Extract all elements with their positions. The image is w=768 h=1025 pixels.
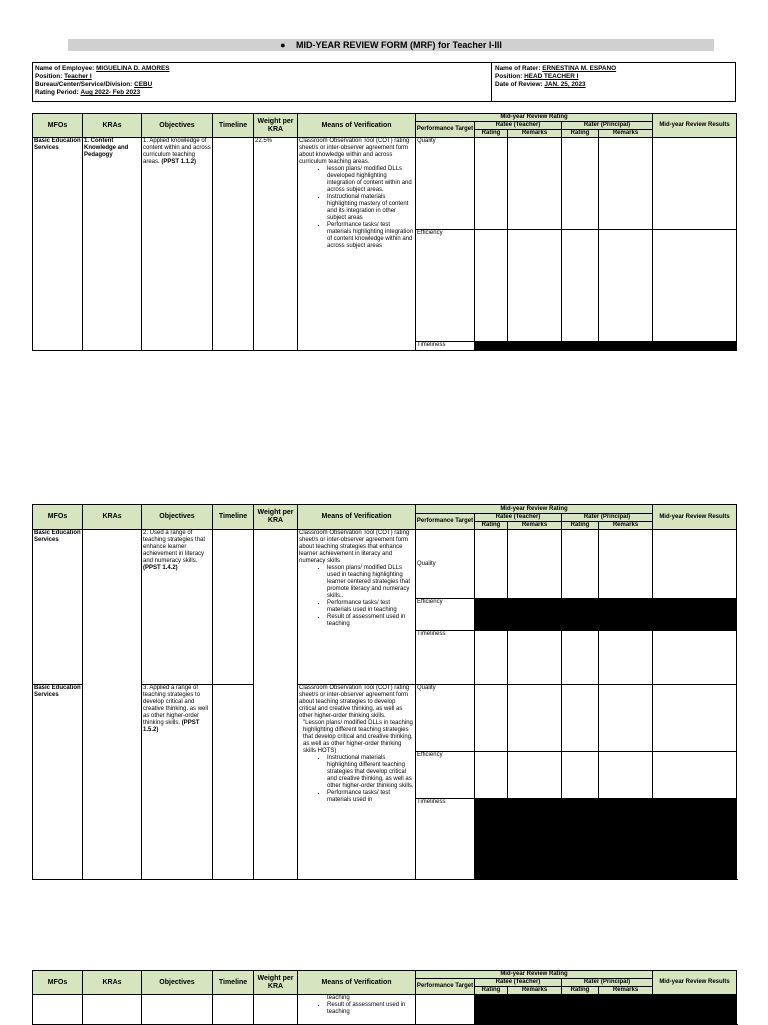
header-timeline: Timeline <box>213 505 254 530</box>
weight-cell <box>254 530 298 880</box>
results-cell[interactable] <box>653 685 737 752</box>
header-mfos: MFOs <box>33 114 83 138</box>
header-kras: KRAs <box>83 971 142 995</box>
mfo-cell <box>33 995 83 1025</box>
mov-item: • Performance tasks/ test materials used in teaching <box>327 600 414 614</box>
employee-position: Teacher I <box>64 73 92 80</box>
mov-intro: Classroom Observation Tool (COT) rating sheet/s or inter-observer agreement form about teaching strategies that enhance learner achievement in literacy and numeracy skills <box>299 530 410 564</box>
review-table-1 <box>32 113 737 351</box>
header-kras: KRAs <box>83 114 142 138</box>
timeline-cell <box>213 685 254 880</box>
objective-code: (PPST 1.1.2) <box>161 159 197 165</box>
mov-item: • Result of assessment used in teaching <box>327 1002 414 1016</box>
target-efficiency: Efficiency <box>416 230 475 342</box>
bullet-icon: ● <box>280 40 286 50</box>
mov-cell <box>298 530 416 685</box>
rater-remarks-cell[interactable] <box>599 138 653 230</box>
review-table-3 <box>32 970 737 1025</box>
header-results: Mid-year Review Results <box>653 971 737 995</box>
mov-item: • Result of assessment used in teaching <box>327 614 414 628</box>
target-timeliness: Timeliness <box>416 342 475 351</box>
header-timeline: Timeline <box>213 114 254 138</box>
target-quality: Quality <box>416 530 475 599</box>
mfo-cell: Basic Education Services <box>33 530 83 685</box>
mfo-cell: Basic Education Services <box>33 138 83 351</box>
ratee-remarks-cell[interactable] <box>508 752 562 799</box>
header-midyear-rating: Mid-year Review Rating <box>416 971 653 979</box>
rater-rating-cell[interactable] <box>562 138 599 230</box>
results-cell[interactable] <box>653 530 737 599</box>
ratee-remarks-cell[interactable] <box>508 530 562 599</box>
header-mfos: MFOs <box>33 505 83 530</box>
ratee-rating-cell[interactable] <box>475 631 508 685</box>
rater-remarks-cell[interactable] <box>599 230 653 342</box>
review-date-label: Date of Review: <box>495 81 543 88</box>
weight-cell: 22.5% <box>254 138 298 351</box>
ratee-remarks-cell[interactable] <box>508 685 562 752</box>
header-performance-target: Performance Target <box>416 122 475 138</box>
form-title <box>68 39 714 51</box>
rating-period-label: Rating Period: <box>35 89 79 96</box>
header-mfos: MFOs <box>33 971 83 995</box>
header-objectives: Objectives <box>142 114 213 138</box>
header-performance-target: Performance Target <box>416 514 475 530</box>
header-weight: Weight per KRA <box>254 114 298 138</box>
weight-cell <box>254 995 298 1025</box>
employee-name-label: Name of Employee: <box>35 65 95 72</box>
header-rater: Rater (Principal) <box>562 514 653 522</box>
mfo-cell: Basic Education Services <box>33 685 83 880</box>
header-ratee-remarks: Remarks <box>508 130 562 138</box>
results-cell[interactable] <box>653 230 737 342</box>
header-ratee-remarks: Remarks <box>508 987 562 995</box>
target-timeliness: Timeliness <box>416 799 475 880</box>
mov-cell <box>298 995 416 1025</box>
mov-cell <box>298 138 416 351</box>
rater-rating-cell[interactable] <box>562 752 599 799</box>
timeline-cell <box>213 138 254 351</box>
rater-remarks-cell[interactable] <box>599 685 653 752</box>
form-title-text: MID-YEAR REVIEW FORM (MRF) for Teacher I-III <box>296 40 502 50</box>
rater-position: HEAD TEACHER I <box>524 73 579 80</box>
mov-item: • Performance tasks/ test materials highlighting integration of content knowledge within and across subject areas <box>327 222 414 250</box>
header-results: Mid-year Review Results <box>653 505 737 530</box>
rater-rating-cell[interactable] <box>562 685 599 752</box>
header-mov: Means of Verification <box>298 505 416 530</box>
employee-position-label: Position: <box>35 73 63 80</box>
review-date: JAN. 25, 2023 <box>544 81 586 88</box>
header-ratee: Ratee (Teacher) <box>475 979 562 987</box>
objective-cell <box>142 530 213 685</box>
ratee-remarks-cell[interactable] <box>508 631 562 685</box>
employee-info-box <box>32 62 736 102</box>
blacked-out-cell <box>475 799 737 880</box>
rating-period: Aug 2022- Feb 2023 <box>80 89 141 96</box>
header-rater-remarks: Remarks <box>599 987 653 995</box>
target-efficiency: Efficiency <box>416 752 475 799</box>
kra-cell: 1. Content Knowledge and Pedagogy <box>83 138 142 351</box>
header-rater: Rater (Principal) <box>562 979 653 987</box>
ratee-remarks-cell[interactable] <box>508 230 562 342</box>
rater-remarks-cell[interactable] <box>599 631 653 685</box>
results-cell[interactable] <box>653 631 737 685</box>
rater-position-label: Position: <box>495 73 523 80</box>
rater-rating-cell[interactable] <box>562 631 599 685</box>
info-divider <box>491 63 492 101</box>
timeline-cell <box>213 530 254 685</box>
results-cell[interactable] <box>653 138 737 230</box>
ratee-rating-cell[interactable] <box>475 752 508 799</box>
objective-cell <box>142 995 213 1025</box>
header-ratee: Ratee (Teacher) <box>475 514 562 522</box>
header-mov: Means of Verification <box>298 971 416 995</box>
header-objectives: Objectives <box>142 505 213 530</box>
header-ratee-remarks: Remarks <box>508 522 562 530</box>
rater-remarks-cell[interactable] <box>599 752 653 799</box>
mov-intro: Classroom Observation Tool (COT) rating sheet/s or inter-observer agreement form about teaching strategies to develop critical and creative thinking, as well as other higher-order thinking skills. <box>299 685 410 719</box>
rater-name-label: Name of Rater: <box>495 65 541 72</box>
header-rater-rating: Rating <box>562 130 599 138</box>
rater-name: ERNESTINA M. ESPANO <box>542 65 617 72</box>
bureau-value: CEBU <box>134 81 153 88</box>
employee-info <box>35 65 169 97</box>
rater-remarks-cell[interactable] <box>599 530 653 599</box>
header-ratee: Ratee (Teacher) <box>475 122 562 130</box>
header-weight: Weight per KRA <box>254 971 298 995</box>
mov-cont: teaching <box>327 995 350 1001</box>
header-ratee-rating: Rating <box>475 987 508 995</box>
blacked-out-cell <box>475 599 737 631</box>
header-rater-remarks: Remarks <box>599 522 653 530</box>
header-rater-rating: Rating <box>562 987 599 995</box>
mov-item: • Instructional materials highlighting mastery of content and its integration in other subject areas <box>327 194 414 222</box>
mov-item: • Instructional materials highlighting different teaching strategies that develop critical and creative thinking, as well as other higher-order thinking skills. <box>327 755 414 790</box>
blacked-out-cell <box>475 995 737 1025</box>
header-midyear-rating: Mid-year Review Rating <box>416 114 653 122</box>
objective-text: 3. Applied a range of teaching strategies to develop critical and creative thinking, as well as other higher-order thinking skills. <box>143 685 209 726</box>
objective-code: (PPST 1.4.2) <box>143 565 178 571</box>
target-efficiency: Efficiency <box>416 599 475 631</box>
employee-name: MIGUELINA D. AMORES <box>96 65 170 72</box>
objective-cell <box>142 685 213 880</box>
review-table-2 <box>32 504 737 880</box>
mov-item: • Performance tasks/ test materials used in <box>327 790 414 804</box>
results-cell[interactable] <box>653 752 737 799</box>
rater-rating-cell[interactable] <box>562 230 599 342</box>
ratee-rating-cell[interactable] <box>475 138 508 230</box>
target-quality: Quality <box>416 138 475 230</box>
ratee-rating-cell[interactable] <box>475 685 508 752</box>
header-objectives: Objectives <box>142 971 213 995</box>
target-quality: Quality <box>416 685 475 752</box>
objective-text: 2. Used a range of teaching strategies that enhance learner achievement in literacy and numeracy skills. <box>143 530 206 564</box>
header-ratee-rating: Rating <box>475 130 508 138</box>
objective-code: (PPST 1.5.2) <box>143 720 200 733</box>
mov-item: • lesson plans/ modified DLLs developed highlighting integration of content within and across subject areas. <box>327 166 414 194</box>
header-rater: Rater (Principal) <box>562 122 653 130</box>
timeline-cell <box>213 995 254 1025</box>
header-performance-target: Performance Target <box>416 979 475 995</box>
kra-cell <box>83 530 142 880</box>
objective-cell <box>142 138 213 351</box>
mov-item: • lesson plans/ modified DLLs used in teaching highlighting learner centered strategies that promote literacy and numeracy skills.. <box>327 565 414 600</box>
ratee-rating-cell[interactable] <box>475 230 508 342</box>
bureau-label: Bureau/Center/Service/Division: <box>35 81 133 88</box>
mov-intro: Classroom Observation Tool (COT) rating sheet/s or inter-observer agreement form about knowledge within and across curriculum teaching areas. <box>299 138 410 165</box>
header-rater-remarks: Remarks <box>599 130 653 138</box>
ratee-rating-cell[interactable] <box>475 530 508 599</box>
header-midyear-rating: Mid-year Review Rating <box>416 505 653 514</box>
rater-info <box>495 65 616 89</box>
rater-rating-cell[interactable] <box>562 530 599 599</box>
ratee-remarks-cell[interactable] <box>508 138 562 230</box>
mov-quote: "Lesson plans/ modified DLLs in teaching highlighting different teaching strategies that develop critical and creative thinking, as well as other higher-order thinking skills HOTS) <box>303 720 413 754</box>
header-rater-rating: Rating <box>562 522 599 530</box>
objective-text: 1. Applied knowledge of content within and across curriculum teaching areas. <box>143 138 211 165</box>
header-timeline: Timeline <box>213 971 254 995</box>
mov-cell <box>298 685 416 880</box>
header-weight: Weight per KRA <box>254 505 298 530</box>
kra-cell <box>83 995 142 1025</box>
target-timeliness: Timeliness <box>416 631 475 685</box>
header-results: Mid-year Review Results <box>653 114 737 138</box>
header-mov: Means of Verification <box>298 114 416 138</box>
header-kras: KRAs <box>83 505 142 530</box>
blacked-out-cell <box>475 342 737 351</box>
target-cell <box>416 995 475 1025</box>
header-ratee-rating: Rating <box>475 522 508 530</box>
